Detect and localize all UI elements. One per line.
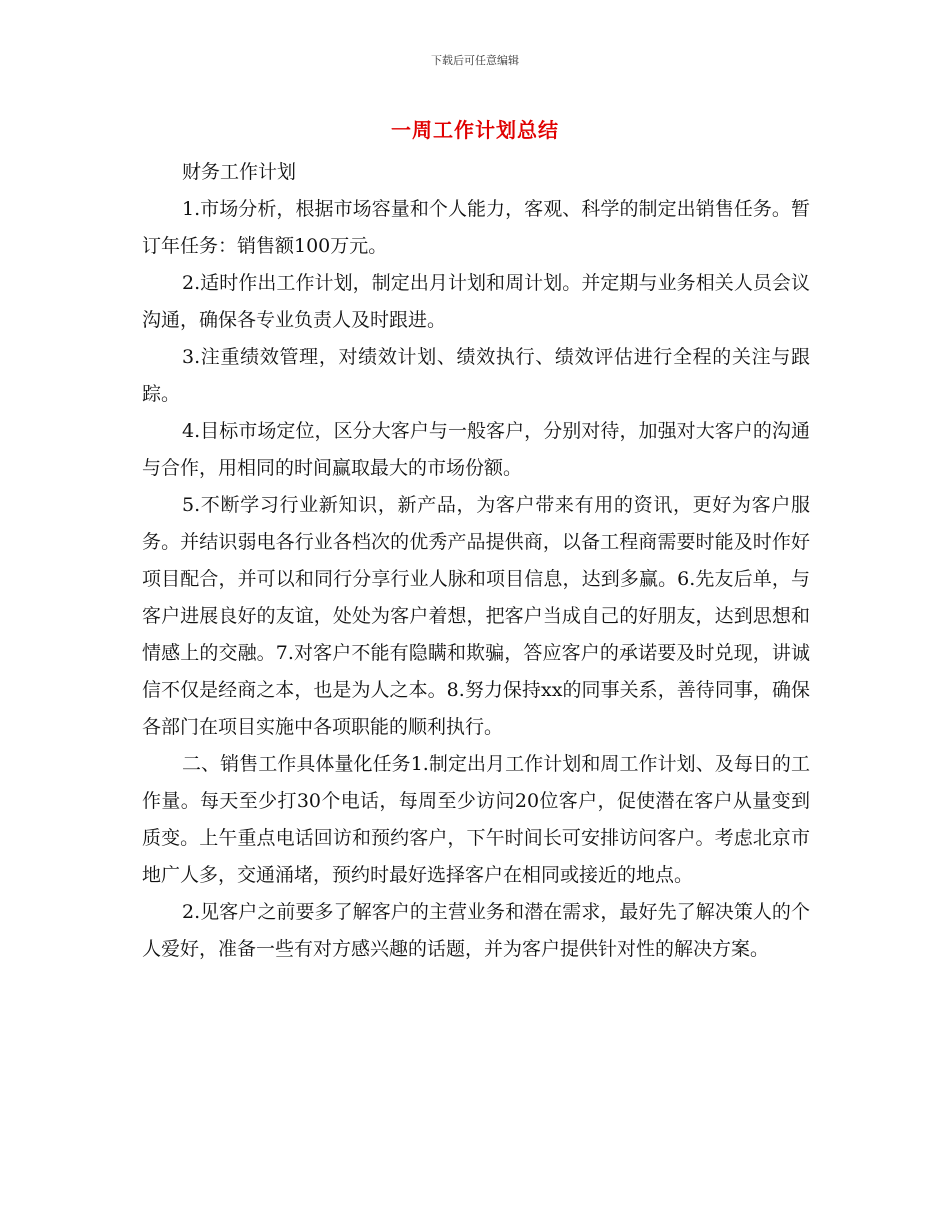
paragraph-section-heading: 财务工作计划	[182, 161, 297, 183]
paragraph: 二、销售工作具体量化任务1.制定出月工作计划和周工作计划、及每日的工作量。每天至少打30个电话，每周至少访问20位客户，促使潜在客户从量变到质变。上午重点电话回访和预约客户，下午时间长可安排访问客户。考虑北京市地广人多，交通涌堵，预约时最好选择客户在相同或接近的地点。	[142, 753, 810, 886]
paragraph: 4.目标市场定位，区分大客户与一般客户，分别对待，加强对大客户的沟通与合作，用相同的时间赢取最大的市场份额。	[142, 420, 810, 479]
paragraph: 2.见客户之前要多了解客户的主营业务和潜在需求，最好先了解决策人的个人爱好，准备一些有对方感兴趣的话题，并为客户提供针对性的解决方案。	[142, 901, 810, 960]
header-note: 下载后可任意编辑	[431, 54, 519, 67]
document-title: 一周工作计划总结	[391, 118, 559, 142]
paragraph: 5.不断学习行业新知识，新产品，为客户带来有用的资讯，更好为客户服务。并结识弱电各行业各档次的优秀产品提供商，以备工程商需要时能及时作好项目配合，并可以和同行分享行业人脉和项目信息，达到多赢。6.先友后单，与客户进展良好的友谊，处处为客户着想，把客户当成自己的好朋友，达到思想和情感上的交融。7.对客户不能有隐瞒和欺骗，答应客户的承诺要及时兑现，讲诚信不仅是经商之本，也是为人之本。8.努力保持xx的同事关系，善待同事，确保各部门在项目实施中各项职能的顺利执行。	[142, 494, 810, 738]
paragraph: 3.注重绩效管理，对绩效计划、绩效执行、绩效评估进行全程的关注与跟踪。	[142, 346, 810, 405]
document-body	[142, 154, 810, 968]
paragraph: 1.市场分析，根据市场容量和个人能力，客观、科学的制定出销售任务。暂订年任务：销售额100万元。	[142, 198, 810, 257]
paragraph: 2.适时作出工作计划，制定出月计划和周计划。并定期与业务相关人员会议沟通，确保各专业负责人及时跟进。	[142, 272, 810, 331]
